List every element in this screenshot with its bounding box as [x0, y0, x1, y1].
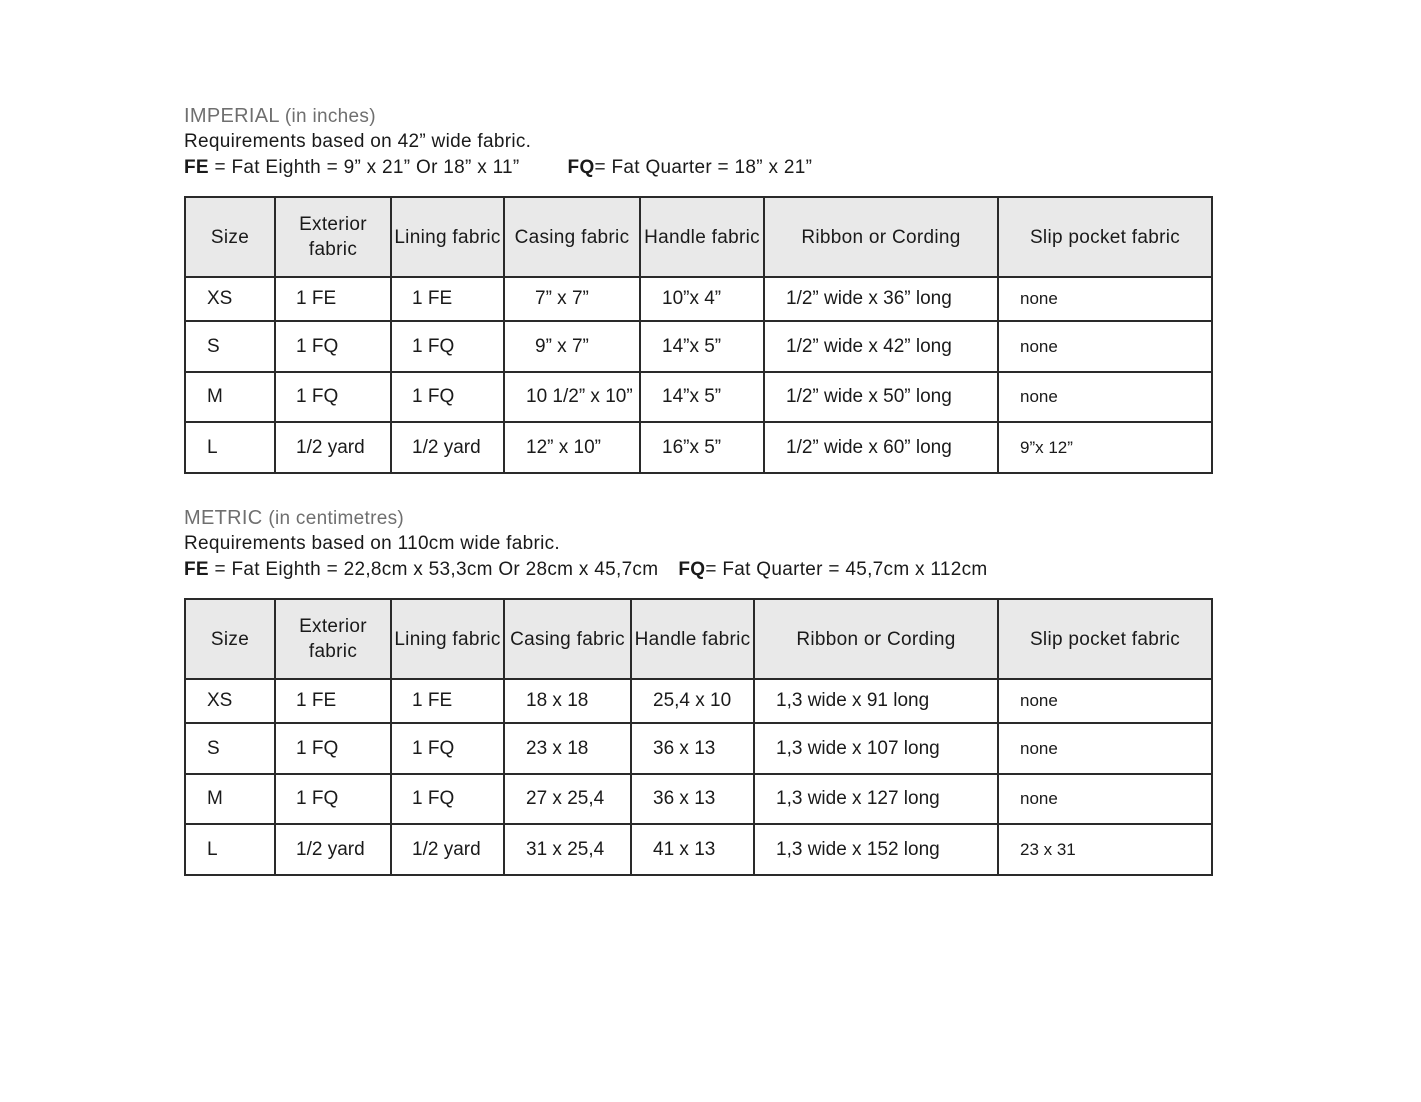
cell-handle: 10”x 4”: [640, 277, 764, 321]
cell-size: L: [185, 824, 275, 875]
cell-size: XS: [185, 277, 275, 321]
cell-handle: 36 x 13: [631, 774, 754, 824]
cell-exterior: 1 FE: [275, 679, 391, 723]
cell-casing: 9” x 7”: [504, 321, 640, 372]
cell-lining: 1 FE: [391, 277, 504, 321]
cell-casing: 31 x 25,4: [504, 824, 631, 875]
cell-lining: 1 FE: [391, 679, 504, 723]
cell-slip-pocket: 9”x 12”: [998, 422, 1212, 473]
header-size: Size: [185, 197, 275, 277]
cell-lining: 1/2 yard: [391, 824, 504, 875]
table-header-row: [185, 599, 1212, 679]
cell-ribbon: 1,3 wide x 91 long: [754, 679, 998, 723]
header-handle-fabric: Handle fabric: [631, 599, 754, 679]
cell-lining: 1 FQ: [391, 723, 504, 774]
cell-handle: 14”x 5”: [640, 372, 764, 422]
cell-size: L: [185, 422, 275, 473]
imperial-table: [184, 196, 1213, 474]
imperial-fq-text: = Fat Quarter = 18” x 21”: [594, 157, 813, 178]
cell-ribbon: 1/2” wide x 42” long: [764, 321, 998, 372]
cell-casing: 27 x 25,4: [504, 774, 631, 824]
imperial-requirements: Requirements based on 42” wide fabric.: [184, 131, 532, 152]
cell-lining: 1/2 yard: [391, 422, 504, 473]
table-row: [185, 422, 1212, 473]
metric-unit: (in centimetres): [268, 508, 405, 529]
header-handle-fabric: Handle fabric: [640, 197, 764, 277]
cell-casing: 12” x 10”: [504, 422, 640, 473]
cell-size: S: [185, 723, 275, 774]
cell-exterior: 1 FQ: [275, 723, 391, 774]
table-row: [185, 372, 1212, 422]
cell-slip-pocket: none: [998, 321, 1212, 372]
cell-lining: 1 FQ: [391, 321, 504, 372]
cell-slip-pocket: none: [998, 679, 1212, 723]
cell-size: XS: [185, 679, 275, 723]
metric-definitions: [184, 557, 1211, 583]
cell-casing: 7” x 7”: [504, 277, 640, 321]
cell-exterior: 1/2 yard: [275, 422, 391, 473]
cell-slip-pocket: none: [998, 372, 1212, 422]
metric-requirements: Requirements based on 110cm wide fabric.: [184, 533, 561, 554]
metric-heading: [184, 505, 1211, 531]
cell-size: M: [185, 774, 275, 824]
cell-lining: 1 FQ: [391, 372, 504, 422]
cell-exterior: 1 FQ: [275, 774, 391, 824]
metric-fq-text: = Fat Quarter = 45,7cm x 112cm: [705, 559, 988, 580]
cell-slip-pocket: 23 x 31: [998, 824, 1212, 875]
metric-title: METRIC: [184, 507, 263, 529]
cell-casing: 23 x 18: [504, 723, 631, 774]
header-lining-fabric: Lining fabric: [391, 599, 504, 679]
table-header-row: [185, 197, 1212, 277]
imperial-fe-text: = Fat Eighth = 9” x 21” Or 18” x 11”: [208, 157, 520, 178]
imperial-unit: (in inches): [284, 106, 376, 127]
header-lining-fabric: Lining fabric: [391, 197, 504, 277]
header-exterior-fabric: Exterior fabric: [275, 599, 391, 679]
cell-ribbon: 1,3 wide x 152 long: [754, 824, 998, 875]
header-casing-fabric: Casing fabric: [504, 599, 631, 679]
cell-casing: 10 1/2” x 10”: [504, 372, 640, 422]
cell-ribbon: 1,3 wide x 127 long: [754, 774, 998, 824]
cell-slip-pocket: none: [998, 723, 1212, 774]
cell-ribbon: 1,3 wide x 107 long: [754, 723, 998, 774]
table-row: [185, 277, 1212, 321]
header-ribbon-or-cording: Ribbon or Cording: [754, 599, 998, 679]
table-row: [185, 679, 1212, 723]
header-casing-fabric: Casing fabric: [504, 197, 640, 277]
cell-exterior: 1 FQ: [275, 372, 391, 422]
table-row: [185, 321, 1212, 372]
cell-ribbon: 1/2” wide x 50” long: [764, 372, 998, 422]
cell-handle: 14”x 5”: [640, 321, 764, 372]
cell-slip-pocket: none: [998, 774, 1212, 824]
cell-exterior: 1 FE: [275, 277, 391, 321]
header-slip-pocket-fabric: Slip pocket fabric: [998, 599, 1212, 679]
cell-ribbon: 1/2” wide x 60” long: [764, 422, 998, 473]
cell-size: M: [185, 372, 275, 422]
imperial-definitions: [184, 155, 1211, 181]
imperial-heading: [184, 103, 1211, 129]
imperial-title: IMPERIAL: [184, 105, 280, 127]
metric-table: [184, 598, 1213, 876]
table-row: [185, 774, 1212, 824]
header-ribbon-or-cording: Ribbon or Cording: [764, 197, 998, 277]
metric-fe-label: FE: [184, 559, 209, 580]
imperial-fe-label: FE: [184, 157, 209, 178]
cell-ribbon: 1/2” wide x 36” long: [764, 277, 998, 321]
header-slip-pocket-fabric: Slip pocket fabric: [998, 197, 1212, 277]
cell-exterior: 1/2 yard: [275, 824, 391, 875]
imperial-fq-label: FQ: [567, 157, 595, 178]
cell-handle: 25,4 x 10: [631, 679, 754, 723]
cell-exterior: 1 FQ: [275, 321, 391, 372]
imperial-section: [184, 103, 1211, 474]
cell-handle: 36 x 13: [631, 723, 754, 774]
cell-lining: 1 FQ: [391, 774, 504, 824]
cell-handle: 41 x 13: [631, 824, 754, 875]
cell-handle: 16”x 5”: [640, 422, 764, 473]
metric-section: [184, 505, 1211, 876]
metric-fq-label: FQ: [678, 559, 706, 580]
metric-fe-text: = Fat Eighth = 22,8cm x 53,3cm Or 28cm x 45,7cm: [208, 559, 659, 580]
table-row: [185, 824, 1212, 875]
cell-slip-pocket: none: [998, 277, 1212, 321]
cell-casing: 18 x 18: [504, 679, 631, 723]
cell-size: S: [185, 321, 275, 372]
header-size: Size: [185, 599, 275, 679]
table-row: [185, 723, 1212, 774]
header-exterior-fabric: Exterior fabric: [275, 197, 391, 277]
